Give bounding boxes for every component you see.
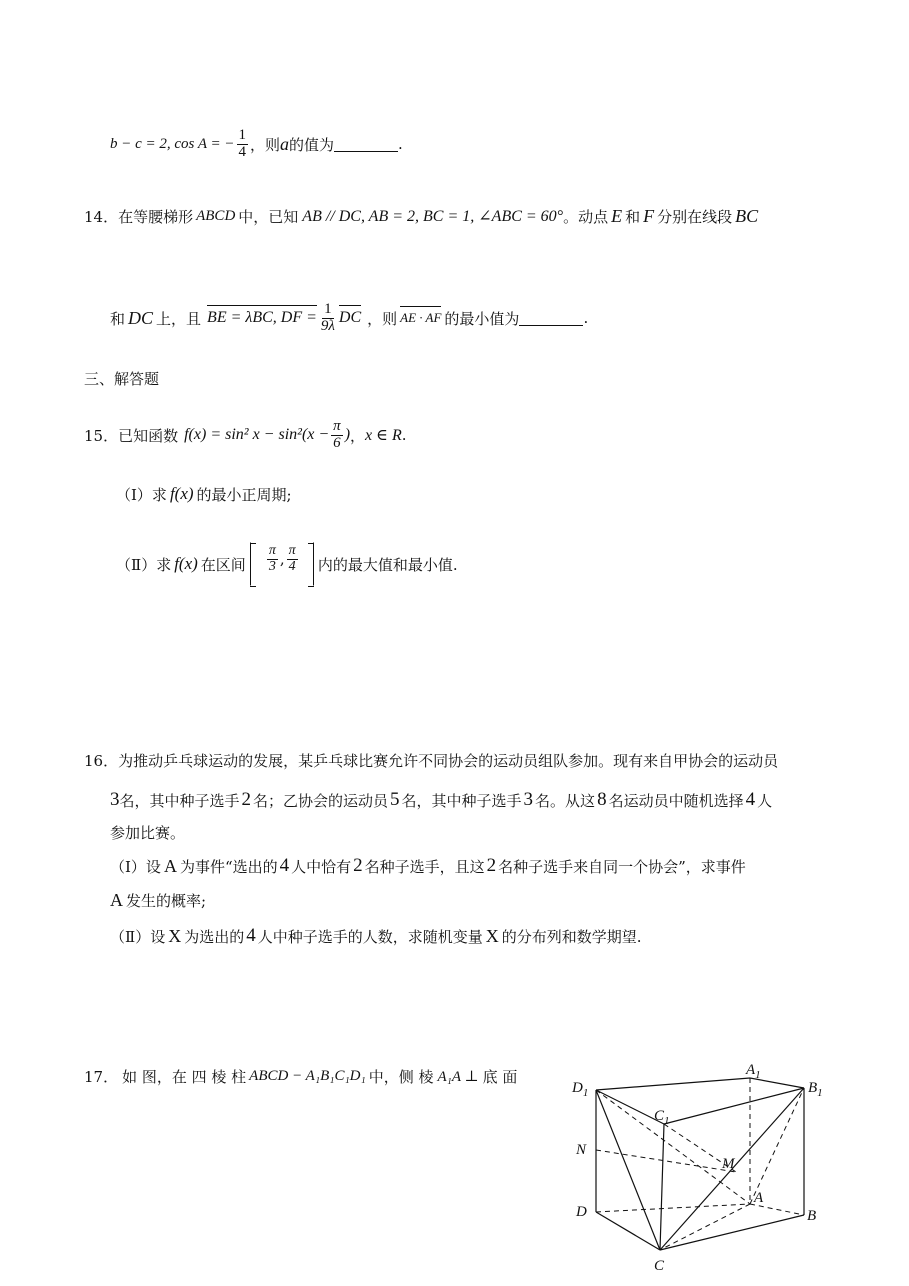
- q15-int-b-den: 4: [288, 558, 296, 574]
- q15-part1-label: （Ⅰ）求: [116, 485, 167, 504]
- q16-line3-text: 参加比赛。: [110, 824, 186, 842]
- q15-interval: [250, 542, 314, 586]
- q15-int-a-num: π: [268, 543, 276, 558]
- q14-bc: BC: [735, 205, 759, 226]
- hidden-segment-a-b1: [750, 1088, 804, 1204]
- q14-line1: [84, 202, 758, 230]
- q15-part1: [116, 480, 292, 508]
- q16-line3: [110, 822, 185, 843]
- edge-c-b: [660, 1215, 804, 1250]
- label-c: C: [654, 1258, 665, 1274]
- q14-text1: 在等腰梯形: [118, 207, 194, 226]
- q16-num-2c: 2: [486, 855, 497, 876]
- q14-text6: 和: [110, 309, 126, 328]
- section-title: 三、解答题: [84, 370, 160, 388]
- q16-p2-text3: 的分布列和数学期望.: [501, 927, 642, 946]
- q15-pi-den: 6: [333, 434, 341, 451]
- section-heading: [84, 368, 159, 389]
- q14-fraction: [319, 302, 337, 335]
- label-a: A: [754, 1190, 764, 1206]
- q14-line2: [110, 296, 588, 340]
- label-d: D: [576, 1204, 587, 1220]
- edge-d-c: [596, 1212, 660, 1250]
- q16-p1-text2: 人中恰有: [291, 857, 352, 876]
- q16-text-d: 名。从这: [535, 791, 596, 810]
- hidden-segment-a-c: [660, 1204, 750, 1250]
- q14-var-f: F: [643, 205, 655, 226]
- label-m: M: [722, 1156, 735, 1172]
- q13-frac-den: 4: [238, 143, 247, 160]
- q17-number: 17．: [84, 1067, 119, 1086]
- q16-num-4a: 4: [745, 789, 756, 810]
- q16-num-4c: 4: [246, 925, 256, 946]
- q16-part2: [110, 922, 642, 950]
- q16-text-a: 名，其中种子选手: [119, 791, 240, 810]
- edge-d1-a1: [596, 1078, 750, 1090]
- q14-vector-dc: DC: [338, 309, 362, 326]
- q16-p2-text2: 人中种子选手的人数，求随机变量: [257, 927, 483, 946]
- label-d1: $D_1$: [572, 1080, 589, 1099]
- q15-int-comma: ,: [279, 550, 285, 569]
- q13-fraction: [237, 128, 249, 161]
- q15-text1: 已知函数: [118, 426, 179, 445]
- q16-p1-text5: 发生的概率;: [126, 891, 207, 910]
- q13-var-a: a: [280, 133, 290, 154]
- q16-line1-text: 为推动乒乓球运动的发展，某乒乓球比赛允许不同协会的运动员组队参加。现有来自甲协会的运动员: [118, 752, 779, 770]
- label-c1: $C_1$: [654, 1108, 670, 1127]
- q16-part1-line1: [110, 852, 746, 880]
- q15-part1-fx: f(x): [169, 484, 194, 503]
- q16-p2-label: （Ⅱ）设: [110, 927, 166, 946]
- q17-line1: [84, 1062, 517, 1090]
- q14-number: 14．: [84, 207, 119, 226]
- q16-number: 16．: [84, 752, 119, 770]
- q16-text-c: 名，其中种子选手: [401, 791, 522, 810]
- edge-c1-c: [660, 1124, 664, 1250]
- q16-text-e: 名运动员中随机选择: [608, 791, 744, 810]
- q14-end: .: [583, 309, 589, 327]
- q14-var-e: E: [611, 205, 623, 226]
- q16-num-2b: 2: [353, 855, 363, 876]
- q15-function: f(x) = sin² x − sin²(x −: [184, 426, 330, 443]
- q13-end: .: [398, 135, 403, 153]
- label-b: B: [807, 1208, 817, 1224]
- q14-abcd: ABCD: [196, 207, 236, 224]
- q14-dc: DC: [128, 307, 154, 328]
- q16-p1-text3: 名种子选手，且这: [364, 857, 485, 876]
- q14-condition: AB // DC, AB = 2, BC = 1, ∠ABC = 60°: [302, 208, 564, 225]
- q14-dot-product: AE · AF: [400, 310, 442, 325]
- q14-text9: 的最小值为: [444, 309, 520, 328]
- label-n: N: [576, 1142, 587, 1158]
- q16-part1-line2: [110, 886, 206, 914]
- q15-line1: [84, 410, 407, 460]
- q17-edge: A₁A ⊥: [437, 1068, 479, 1085]
- q13-answer-blank: [334, 137, 398, 152]
- q15-part2-text2: 内的最大值和最小值.: [317, 555, 458, 574]
- q16-line1: [84, 750, 778, 771]
- q14-text7: 上，且: [156, 309, 202, 328]
- q16-line2: [110, 786, 772, 814]
- q14-frac-num: 1: [324, 300, 332, 317]
- q15-int-b-num: π: [288, 543, 296, 558]
- q17-text2: 中，侧 棱: [368, 1067, 434, 1086]
- q16-event-a: A: [163, 855, 177, 876]
- q16-text-f: 人: [757, 791, 773, 810]
- hidden-edge-d-a: [596, 1204, 750, 1212]
- q16-event-a2: A: [110, 889, 123, 910]
- edge-c1-b1: [664, 1088, 804, 1124]
- q16-num-3b: 3: [523, 789, 534, 810]
- q17-text1: 如 图，在 四 棱 柱: [122, 1067, 247, 1086]
- q17-prism: ABCD − A₁B₁C₁D₁: [249, 1067, 366, 1084]
- q15-part1-text: 的最小正周期;: [196, 485, 292, 504]
- q14-text8: ，则: [367, 309, 398, 328]
- q13-tail-line: [110, 122, 403, 166]
- q16-p1-text1: 为事件“选出的: [179, 857, 278, 876]
- q14-text3: 。动点: [563, 207, 609, 226]
- q13-frac-num: 1: [238, 126, 247, 143]
- q13-formula: b − c = 2, cos A = −: [110, 135, 235, 152]
- q16-p2-text1: 为选出的: [184, 927, 245, 946]
- q15-pi-fraction: [331, 419, 343, 452]
- q16-num-2a: 2: [241, 789, 252, 810]
- q15-pi-num: π: [333, 417, 341, 434]
- q13-sep: ，则: [250, 135, 281, 154]
- q15-part2-text1: 在区间: [200, 555, 246, 574]
- q15-number: 15．: [84, 426, 119, 445]
- q14-frac-den: 9λ: [320, 317, 335, 334]
- q15-sep: ，: [350, 426, 366, 445]
- q14-answer-blank: [519, 311, 583, 326]
- q14-text2: 中，已知: [238, 207, 299, 226]
- q16-p1-label: （Ⅰ）设: [110, 857, 161, 876]
- q15-int-a-den: 3: [268, 558, 276, 574]
- q15-end: .: [401, 426, 407, 444]
- q14-text4: 和: [625, 207, 641, 226]
- q14-vector-be: BE = λBC, DF =: [207, 309, 317, 326]
- q15-interval-left: [267, 544, 278, 574]
- q16-var-x2: X: [485, 925, 499, 946]
- q16-num-4b: 4: [279, 855, 290, 876]
- prism-figure: [560, 1058, 850, 1284]
- q15-part2-label: （Ⅱ）求: [116, 555, 172, 574]
- q16-var-x: X: [168, 925, 182, 946]
- q15-part2-fx: f(x): [174, 554, 198, 573]
- q15-domain: x ∈ R: [365, 427, 402, 444]
- q16-num-3a: 3: [110, 789, 120, 810]
- q15-part2: [116, 538, 458, 590]
- q15-close-paren: ): [344, 426, 351, 443]
- q16-text-b: 名；乙协会的运动员: [253, 791, 389, 810]
- q17-text3: 底 面: [482, 1067, 518, 1086]
- label-b1: $B_1$: [808, 1080, 823, 1099]
- q15-interval-right: [287, 544, 298, 574]
- q14-text5: 分别在线段: [657, 207, 733, 226]
- hidden-segment-n-m: [596, 1150, 736, 1172]
- q13-tail-text: 的值为: [289, 135, 335, 154]
- label-a1: $A_1$: [746, 1062, 761, 1081]
- q16-num-8: 8: [597, 789, 607, 810]
- q16-num-5: 5: [390, 789, 400, 810]
- q16-p1-text4: 名种子选手来自同一个协会”，求事件: [498, 857, 746, 876]
